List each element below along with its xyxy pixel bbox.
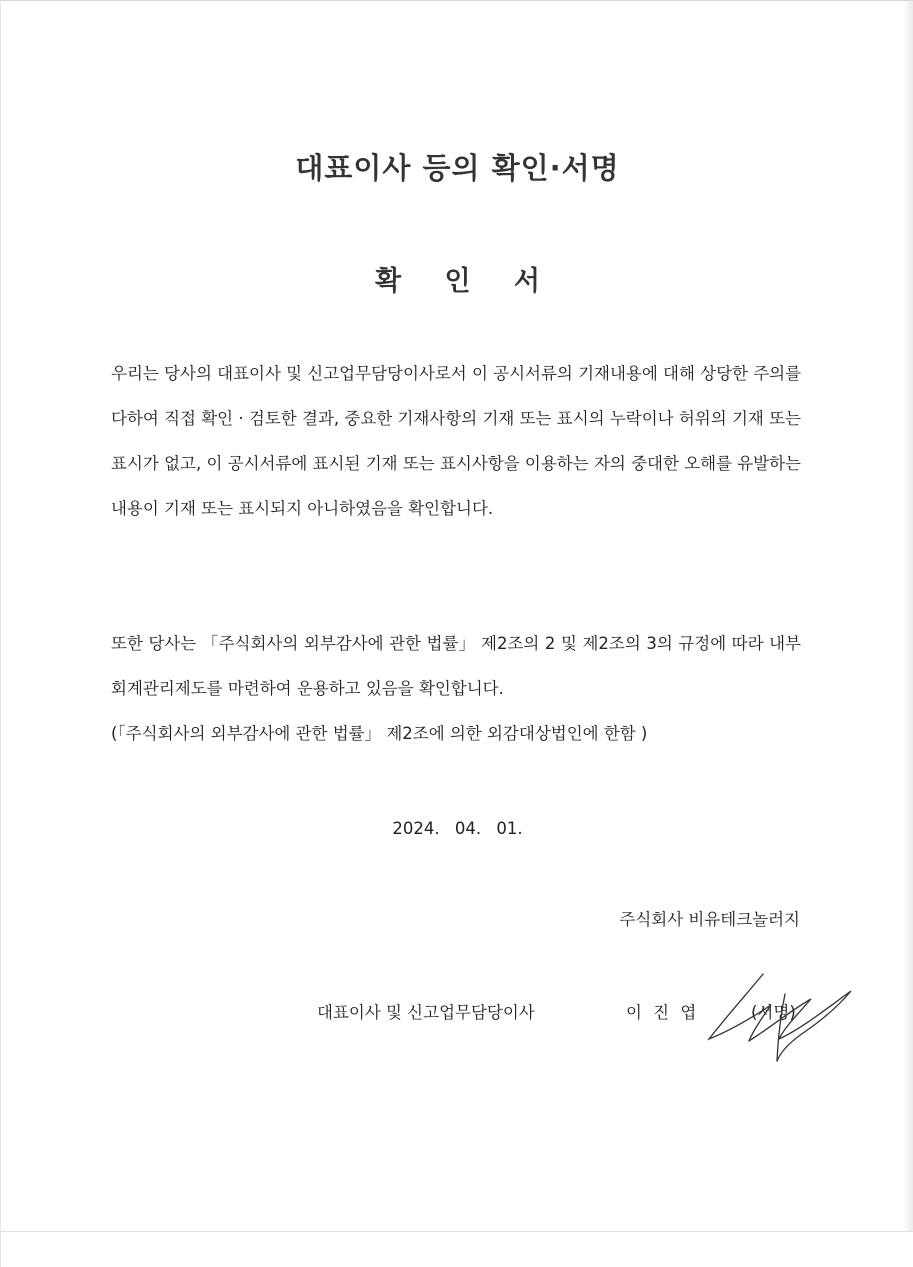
document-title: 대표이사 등의 확인·서명 — [295, 151, 620, 185]
confirmation-paragraph: 우리는 당사의 대표이사 및 신고업무담당이사로서 이 공시서류의 기재내용에 대해 상당한 주의를 다하여 직접 확인 · 검토한 결과, 중요한 기재사항의 기재 또는 표시의 누락이나 허위의 기재 또는 표시가 없고, 이 공시서류에 표시된 기재 또는 표시사항을 이용하는 자의 중대한 오해를 유발하는 내용이 기재 또는 표시되지 아니하였음을 확인합니다. — [111, 364, 802, 518]
company-name: 주식회사 비유테크놀러지 — [619, 910, 800, 929]
signature-label: (서명) — [751, 1003, 796, 1022]
internal-control-paragraph: 또한 당사는 「주식회사의 외부감사에 관한 법률」 제2조의 2 및 제2조의 3의 규정에 따라 내부회계관리제도를 마련하여 운용하고 있음을 확인합니다. — [111, 634, 801, 698]
page-bottom-edge — [1, 1231, 913, 1232]
handwritten-signature — [701, 969, 856, 1069]
signer-title: 대표이사 및 신고업무담당이사 — [317, 1003, 535, 1022]
applicability-note: (「주식회사의 외부감사에 관한 법률」 제2조에 의한 외감대상법인에 한함 ) — [111, 724, 648, 743]
document-subtitle: 확 인 서 — [374, 266, 541, 297]
signer-name: 이 진 엽 — [626, 1003, 697, 1022]
document-date: 2024. 04. 01. — [392, 819, 523, 838]
